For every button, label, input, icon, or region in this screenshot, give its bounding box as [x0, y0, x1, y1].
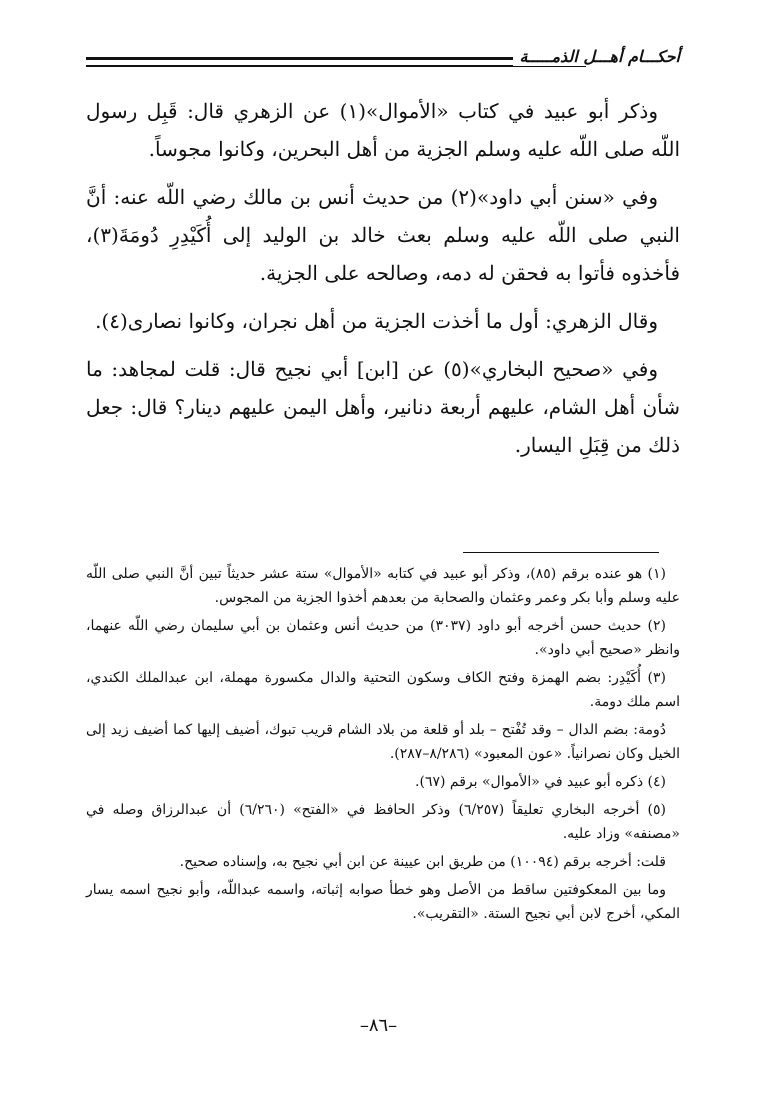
body-paragraph: وفي «صحيح البخاري»(٥) عن [ابن] أبي نجيح قال: قلت لمجاهد: ما شأن أهل الشام، عليهم أربعة دنانير، وأهل اليمن عليهم دينار؟ قال: جعل ذلك من قِبَلِ اليسار.: [86, 357, 680, 457]
body-paragraph: وذكر أبو عبيد في كتاب «الأموال»(١) عن الزهري قال: قَبِل رسول اللّه صلى اللّه عليه وسلم الجزية من أهل البحرين، وكانوا مجوساً.: [86, 99, 680, 161]
footnote: (٥) أخرجه البخاري تعليقاً (٦/٢٥٧) وذكر الحافظ في «الفتح» (٦/٢٦٠) أن عبدالرزاق وصله في «مصنفه» وزاد عليه.: [86, 802, 680, 842]
footnote: دُومة: بضم الدال – وقد تُفْتح – بلد أو قلعة من بلاد الشام قريب تبوك، أضيف إليها كما أضيف زيد إلى الخيل وكان نصرانياً. «عون المعبود» (٨/٢٨٦–٢٨٧).: [86, 722, 680, 762]
footnote-divider: [463, 552, 659, 553]
body-paragraph: وقال الزهري: أول ما أخذت الجزية من أهل نجران، وكانوا نصارى(٤).: [95, 309, 658, 333]
footnote: قلت: أخرجه برقم (١٠٠٩٤) من طريق ابن عيينة عن ابن أبي نجيح به، وإسناده صحيح.: [179, 854, 666, 870]
header-rule-top: [86, 57, 586, 60]
footnotes: [86, 562, 680, 930]
footnote: (٣) أُكَيْدِر: بضم الهمزة وفتح الكاف وسكون التحتية والدال مكسورة مهملة، ابن عبدالملك الكندي، اسم ملك دومة.: [86, 670, 680, 710]
book-title: أحكـــام أهـــل الذمـــــة: [513, 47, 680, 66]
footnote: (٢) حديث حسن أخرجه أبو داود (٣٠٣٧) من حديث أنس وعثمان بن أبي سليمان رضي اللّه عنهما، وانظر «صحيح أبي داود».: [86, 618, 680, 658]
header-rule-bottom: [86, 65, 586, 67]
main-text: [86, 92, 680, 474]
footnote: (٤) ذكره أبو عبيد في «الأموال» برقم (٦٧).: [415, 774, 666, 790]
footnote: وما بين المعكوفتين ساقط من الأصل وهو خطأ صوابه إثباته، واسمه عبداللّه، وأبو نجيح اسمه يسار المكي، أخرج لابن أبي نجيح الستة. «التقريب».: [86, 882, 680, 922]
footnote: (١) هو عنده برقم (٨٥)، وذكر أبو عبيد في كتابه «الأموال» ستة عشر حديثاً تبين أنَّ النبي صلى اللّه عليه وسلم وأبا بكر وعمر وعثمان والصحابة من بعدهم أخذوا الجزية من المجوس.: [86, 566, 680, 606]
body-paragraph: وفي «سنن أبي داود»(٢) من حديث أنس بن مالك رضي اللّه عنه: أنَّ النبي صلى اللّه عليه وسلم بعث خالد بن الوليد إلى أُكَيْدِرِ دُومَةَ(٣)، فأخذوه فأتوا به فحقن له دمه، وصالحه على الجزية.: [86, 185, 680, 285]
running-header: [86, 45, 680, 85]
page-number: –٨٦–: [359, 1015, 398, 1036]
